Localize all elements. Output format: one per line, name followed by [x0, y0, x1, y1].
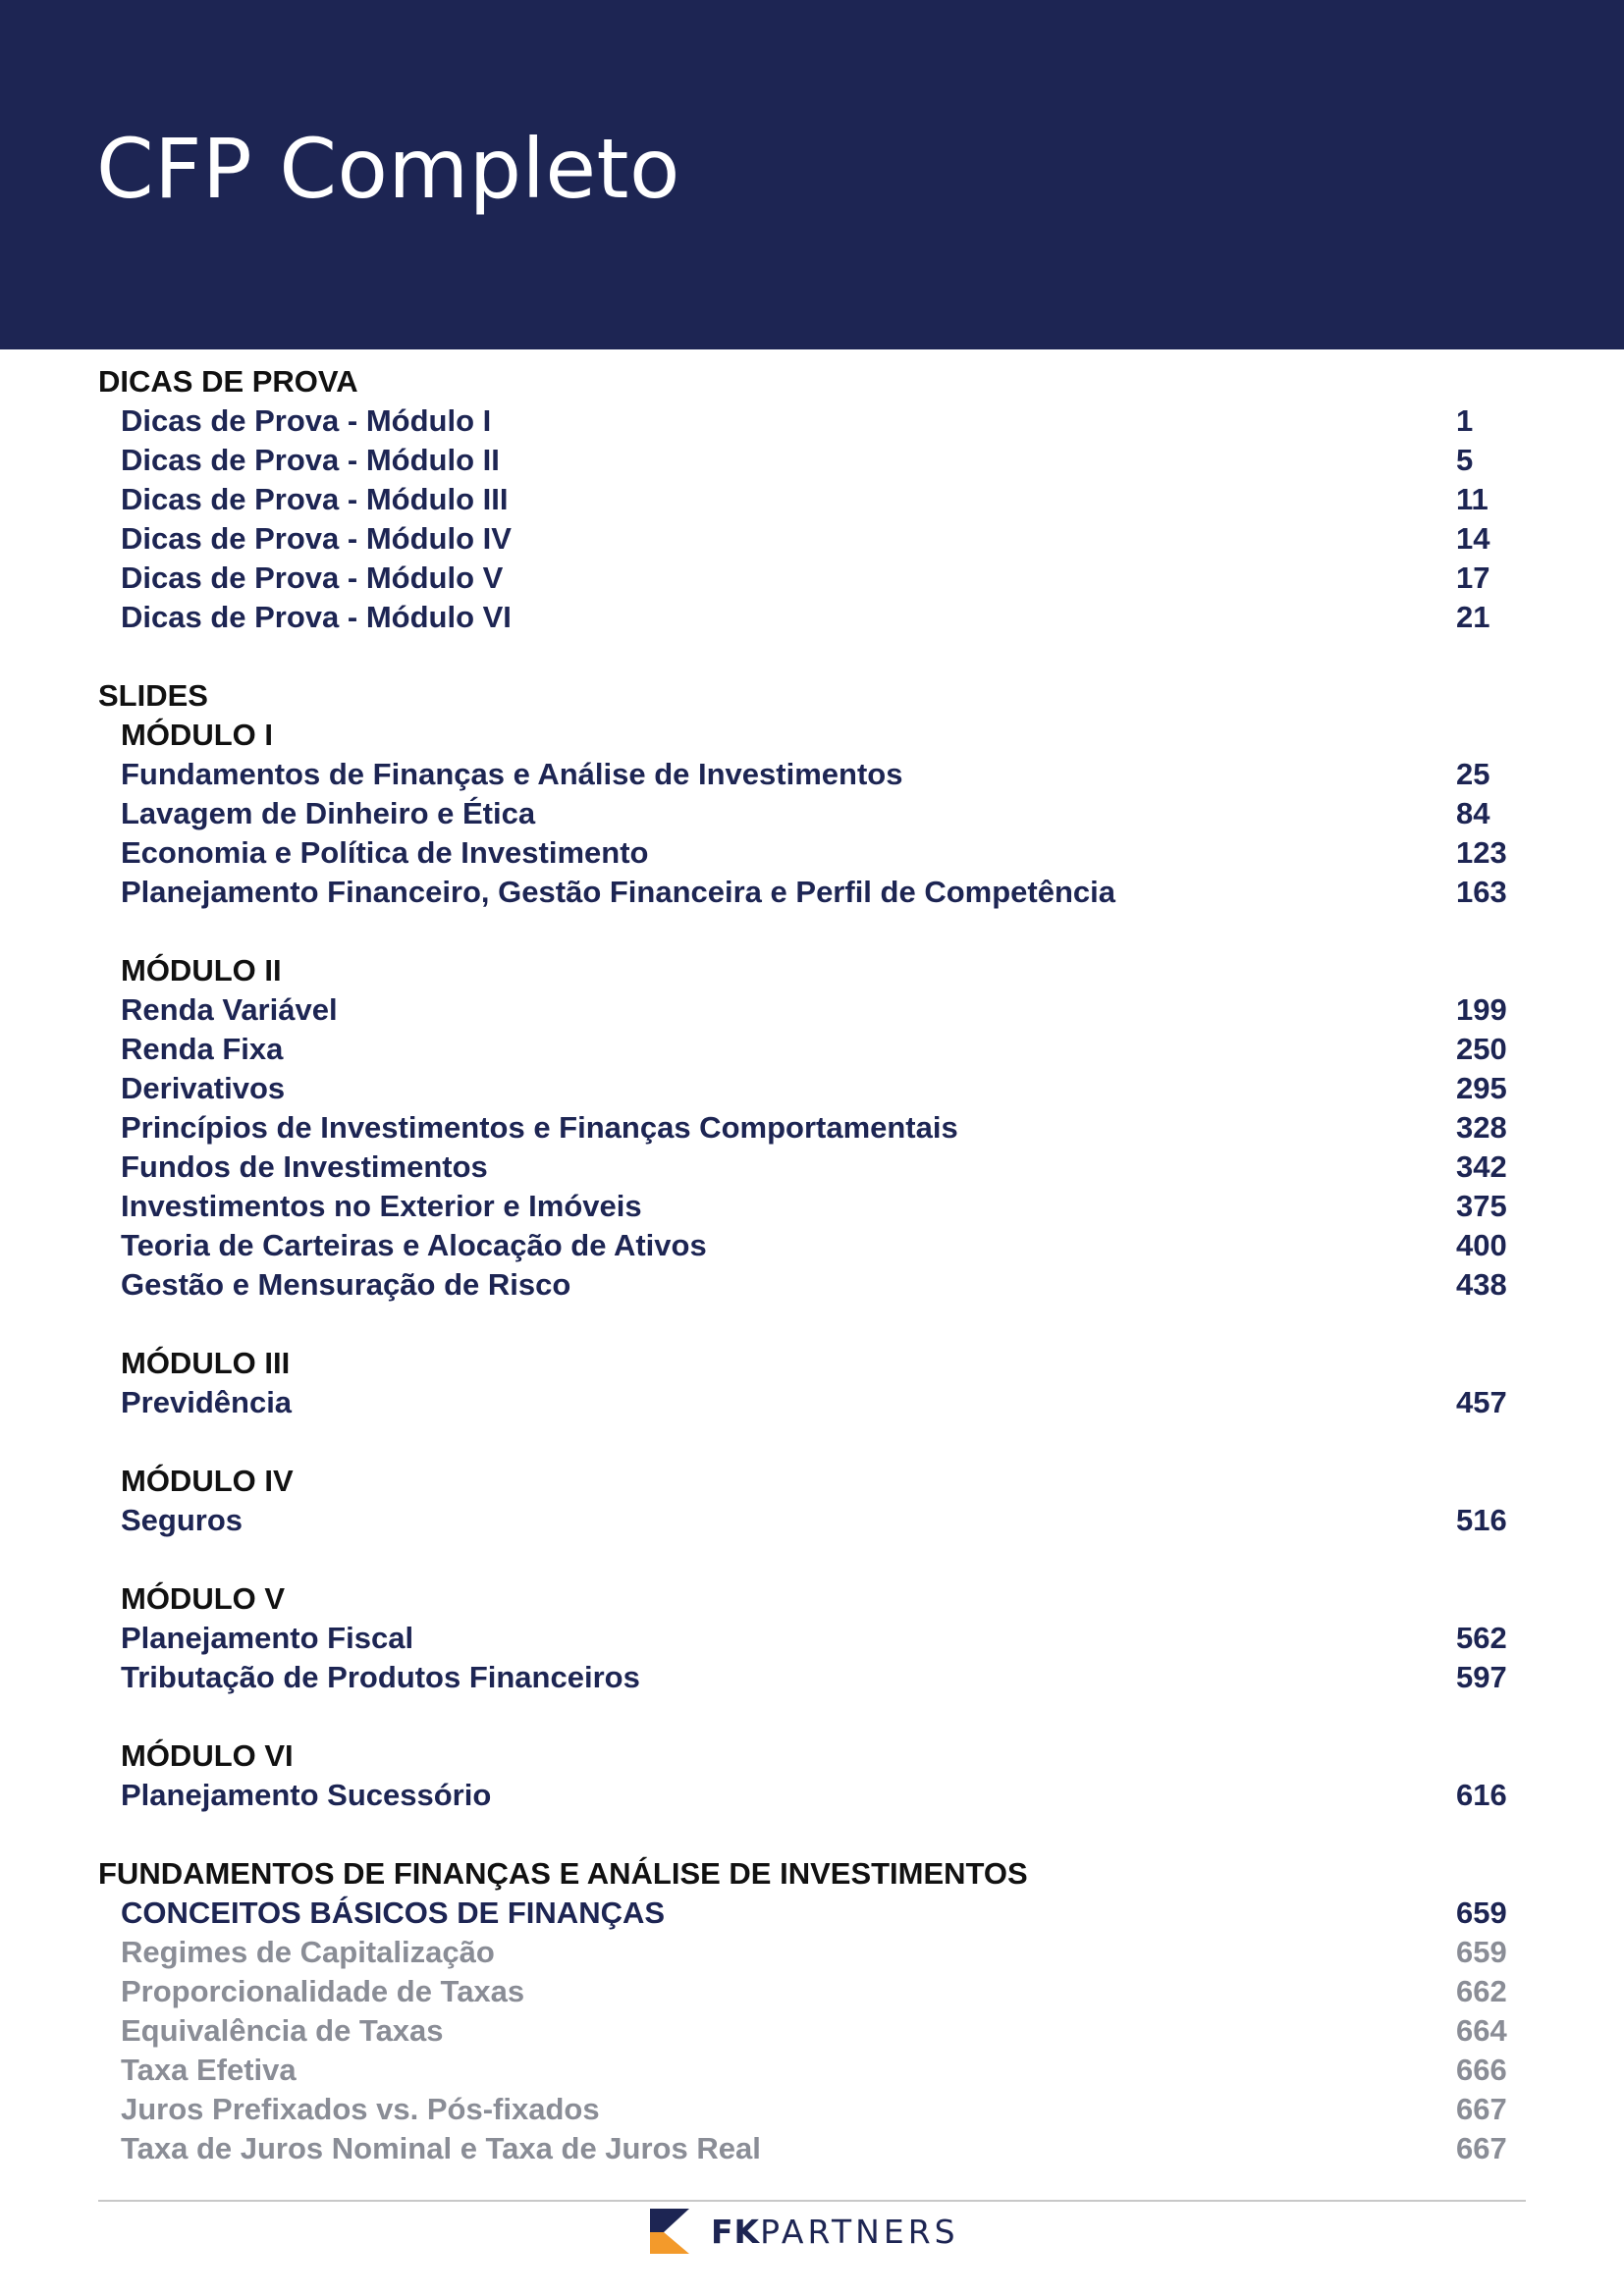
- entry-page: 597: [1456, 1660, 1507, 1694]
- entry-page: 457: [1456, 1385, 1507, 1419]
- table-of-contents: [0, 362, 1624, 2168]
- toc-entry[interactable]: [0, 1187, 1624, 1226]
- entry-page: 666: [1456, 2053, 1507, 2087]
- toc-entry[interactable]: [0, 480, 1624, 519]
- entry-label: Investimentos no Exterior e Imóveis: [121, 1189, 642, 1223]
- toc-entry[interactable]: [0, 1383, 1624, 1422]
- entry-label: Fundos de Investimentos: [121, 1149, 488, 1184]
- entry-page: 328: [1456, 1110, 1507, 1145]
- module-title: MÓDULO II: [121, 953, 282, 988]
- entry-page: 562: [1456, 1621, 1507, 1655]
- entry-label: Gestão e Mensuração de Risco: [121, 1267, 571, 1302]
- section-title: FUNDAMENTOS DE FINANÇAS E ANÁLISE DE INVESTIMENTOS: [98, 1856, 1028, 1891]
- toc-module-heading: [0, 1344, 1624, 1383]
- toc-module-heading: [0, 1579, 1624, 1619]
- toc-entry[interactable]: [0, 1030, 1624, 1069]
- fk-partners-logo-icon: [650, 2209, 689, 2254]
- entry-page: 375: [1456, 1189, 1507, 1223]
- footer-divider: [98, 2200, 1526, 2202]
- toc-entry[interactable]: [0, 1972, 1624, 2011]
- entry-page: 11: [1456, 482, 1489, 516]
- entry-label: Proporcionalidade de Taxas: [121, 1974, 525, 2008]
- toc-subsection[interactable]: [0, 1894, 1624, 1933]
- entry-page: 163: [1456, 875, 1507, 909]
- entry-page: 664: [1456, 2013, 1507, 2048]
- document-title: CFP Completo: [96, 121, 680, 217]
- toc-entry[interactable]: [0, 755, 1624, 794]
- entry-label: Dicas de Prova - Módulo VI: [121, 600, 512, 634]
- toc-section-heading: [0, 362, 1624, 401]
- entry-label: Lavagem de Dinheiro e Ética: [121, 796, 536, 830]
- entry-page: 199: [1456, 992, 1507, 1027]
- toc-entry[interactable]: [0, 1501, 1624, 1540]
- entry-page: 14: [1456, 521, 1490, 556]
- toc-entry[interactable]: [0, 1619, 1624, 1658]
- entry-label: Renda Variável: [121, 992, 338, 1027]
- entry-label: Previdência: [121, 1385, 293, 1419]
- entry-page: 123: [1456, 835, 1507, 870]
- module-title: MÓDULO I: [121, 718, 273, 752]
- toc-module-heading: [0, 1736, 1624, 1776]
- toc-entry[interactable]: [0, 833, 1624, 873]
- entry-label: Planejamento Financeiro, Gestão Financeira e Perfil de Competência: [121, 875, 1115, 909]
- toc-module-heading: [0, 951, 1624, 990]
- toc-entry[interactable]: [0, 441, 1624, 480]
- module-title: MÓDULO III: [121, 1346, 291, 1380]
- toc-entry[interactable]: [0, 1658, 1624, 1697]
- entry-label: Fundamentos de Finanças e Análise de Investimentos: [121, 757, 903, 791]
- entry-label: Dicas de Prova - Módulo I: [121, 403, 492, 438]
- entry-label: Seguros: [121, 1503, 244, 1537]
- entry-label: Taxa Efetiva: [121, 2053, 297, 2087]
- toc-entry[interactable]: [0, 2011, 1624, 2051]
- toc-entry[interactable]: [0, 1933, 1624, 1972]
- toc-section-heading: [0, 676, 1624, 716]
- toc-entry[interactable]: [0, 1226, 1624, 1265]
- entry-page: 667: [1456, 2092, 1507, 2126]
- entry-label: Planejamento Sucessório: [121, 1778, 492, 1812]
- toc-entry[interactable]: [0, 2129, 1624, 2168]
- entry-page: 659: [1456, 1896, 1507, 1930]
- section-title: DICAS DE PROVA: [98, 364, 358, 399]
- toc-module-heading: [0, 716, 1624, 755]
- entry-label: Regimes de Capitalização: [121, 1935, 495, 1969]
- module-title: MÓDULO IV: [121, 1464, 294, 1498]
- entry-page: 667: [1456, 2131, 1507, 2165]
- entry-label: Princípios de Investimentos e Finanças Comportamentais: [121, 1110, 958, 1145]
- entry-label: Tributação de Produtos Financeiros: [121, 1660, 640, 1694]
- entry-label: Dicas de Prova - Módulo II: [121, 443, 500, 477]
- entry-page: 662: [1456, 1974, 1507, 2008]
- toc-entry[interactable]: [0, 990, 1624, 1030]
- brand-name-fk: FK: [711, 2212, 761, 2251]
- header-banner: [0, 0, 1624, 349]
- toc-entry[interactable]: [0, 2051, 1624, 2090]
- entry-page: 250: [1456, 1032, 1507, 1066]
- brand-name-partners: PARTNERS: [760, 2212, 959, 2251]
- entry-label: Taxa de Juros Nominal e Taxa de Juros Real: [121, 2131, 761, 2165]
- module-title: MÓDULO VI: [121, 1738, 294, 1773]
- entry-label: Dicas de Prova - Módulo V: [121, 561, 504, 595]
- entry-page: 516: [1456, 1503, 1507, 1537]
- toc-entry[interactable]: [0, 1148, 1624, 1187]
- entry-page: 17: [1456, 561, 1490, 595]
- entry-label: Teoria de Carteiras e Alocação de Ativos: [121, 1228, 707, 1262]
- toc-entry[interactable]: [0, 1108, 1624, 1148]
- section-title: SLIDES: [98, 678, 208, 713]
- entry-label: Dicas de Prova - Módulo IV: [121, 521, 512, 556]
- toc-module-heading: [0, 1462, 1624, 1501]
- entry-label: Juros Prefixados vs. Pós-fixados: [121, 2092, 600, 2126]
- fk-partners-logo: [650, 2205, 959, 2258]
- entry-page: 21: [1456, 600, 1490, 634]
- toc-entry[interactable]: [0, 519, 1624, 559]
- module-title: MÓDULO V: [121, 1581, 286, 1616]
- entry-page: 342: [1456, 1149, 1507, 1184]
- toc-entry[interactable]: [0, 559, 1624, 598]
- entry-page: 400: [1456, 1228, 1507, 1262]
- entry-page: 1: [1456, 403, 1474, 438]
- entry-label: Economia e Política de Investimento: [121, 835, 649, 870]
- entry-page: 616: [1456, 1778, 1507, 1812]
- entry-label: Equivalência de Taxas: [121, 2013, 444, 2048]
- entry-page: 5: [1456, 443, 1474, 477]
- toc-section-heading: [0, 1854, 1624, 1894]
- toc-entry[interactable]: [0, 1069, 1624, 1108]
- entry-page: 295: [1456, 1071, 1507, 1105]
- entry-label: Derivativos: [121, 1071, 286, 1105]
- toc-entry[interactable]: [0, 598, 1624, 637]
- entry-label: Dicas de Prova - Módulo III: [121, 482, 509, 516]
- entry-page: 84: [1456, 796, 1490, 830]
- entry-label: Renda Fixa: [121, 1032, 284, 1066]
- entry-page: 659: [1456, 1935, 1507, 1969]
- subsection-label: CONCEITOS BÁSICOS DE FINANÇAS: [121, 1896, 666, 1930]
- entry-page: 438: [1456, 1267, 1507, 1302]
- toc-entry[interactable]: [0, 401, 1624, 441]
- toc-entry[interactable]: [0, 1265, 1624, 1305]
- toc-entry[interactable]: [0, 1776, 1624, 1815]
- toc-entry[interactable]: [0, 794, 1624, 833]
- toc-entry[interactable]: [0, 873, 1624, 912]
- entry-label: Planejamento Fiscal: [121, 1621, 414, 1655]
- entry-page: 25: [1456, 757, 1490, 791]
- toc-entry[interactable]: [0, 2090, 1624, 2129]
